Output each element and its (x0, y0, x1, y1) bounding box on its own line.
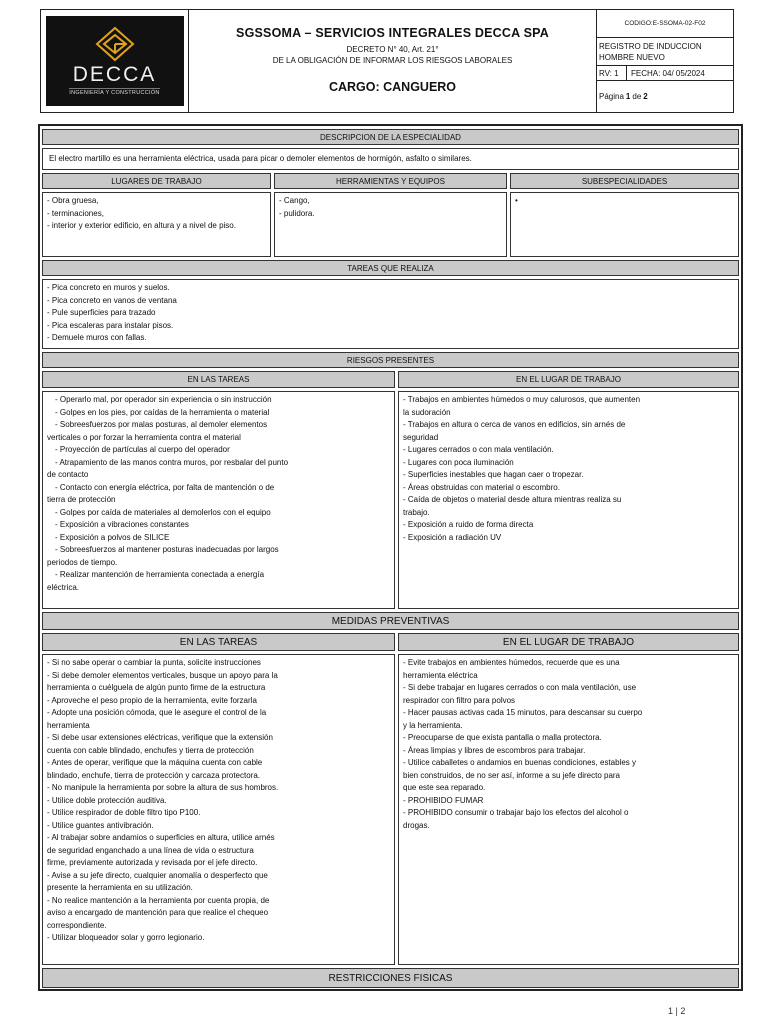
riesgos-lugar-list (398, 391, 739, 609)
medidas-tareas-list (42, 654, 395, 965)
riesgos-tareas-list (42, 391, 395, 609)
logo-cell (41, 10, 189, 112)
riesgos-lugar-heading: EN EL LUGAR DE TRABAJO (398, 371, 739, 388)
list-item: - Al trabajar sobre andamios o superficies en altura, utilice arnés (47, 833, 275, 842)
herramientas-heading: HERRAMIENTAS Y EQUIPOS (274, 173, 507, 189)
list-item: herramienta (47, 720, 90, 730)
list-item: - Exposición a polvos de SILICE (55, 532, 170, 542)
page-of: de (632, 92, 642, 101)
registro-label: REGISTRO DE INDUCCION HOMBRE NUEVO (597, 38, 733, 66)
list-item: - Hacer pausas activas cada 15 minutos, para descansar su cuerpo (403, 708, 643, 717)
decree: DECRETO N° 40, Art. 21° (346, 45, 439, 54)
list-item: - terminaciones, (47, 208, 104, 218)
lugares-heading: LUGARES DE TRABAJO (42, 173, 271, 189)
list-item: - Atrapamiento de las manos contra muros, por resbalar del punto (55, 457, 289, 467)
descripcion-text: El electro martillo es una herramienta eléctrica, usada para picar o demoler elementos de hormigón, asfalto o similares. (42, 148, 739, 170)
list-item: herramienta eléctrica (403, 670, 478, 680)
list-item: - Golpes en los pies, por caídas de la herramienta o material (55, 407, 270, 417)
list-item: - Exposición a radiación UV (403, 532, 502, 542)
riesgos-heading: RIESGOS PRESENTES (42, 352, 739, 368)
page-number: 1 (625, 92, 631, 101)
document-title: SGSSOMA – SERVICIOS INTEGRALES DECCA SPA (236, 26, 549, 40)
list-item: tierra de protección (47, 495, 116, 504)
medidas-heading: MEDIDAS PREVENTIVAS (42, 612, 739, 630)
list-item: y la herramienta. (403, 720, 463, 730)
list-item: - Áreas limpias y libres de escombros para trabajar. (403, 745, 586, 755)
list-item: seguridad (403, 432, 439, 442)
list-item: - Pica escaleras para instalar pisos. (47, 320, 174, 330)
list-item: - Contacto con energía eléctrica, por falta de mantención o de (55, 482, 275, 492)
list-item: correspondiente. (47, 920, 107, 930)
fecha: FECHA: 04/ 05/2024 (631, 68, 705, 78)
list-item: periodos de tiempo. (47, 557, 118, 567)
page-total: 2 (643, 92, 648, 101)
list-item: • (515, 196, 518, 205)
revision-row (597, 66, 733, 81)
list-item: respirador con filtro para polvos (403, 695, 516, 705)
riesgos-tareas-heading: EN LAS TAREAS (42, 371, 395, 388)
header-center (189, 10, 597, 112)
tareas-list (42, 279, 739, 349)
list-item: - Obra gruesa, (47, 196, 99, 205)
list-item: trabajo. (403, 507, 430, 517)
lugares-list (42, 192, 271, 257)
list-item: eléctrica. (47, 582, 80, 592)
list-item: la sudoración (403, 407, 451, 417)
list-item: firme, previamente autorizada y revisada por el jefe directo. (47, 858, 258, 867)
list-item: - pulidora. (279, 208, 315, 218)
list-item: - Si debe trabajar en lugares cerrados o con mala ventilación, use (403, 683, 637, 692)
list-item: - PROHIBIDO consumir o trabajar bajo los efectos del alcohol o (403, 808, 629, 817)
restricciones-heading: RESTRICCIONES FISICAS (42, 968, 739, 988)
page-indicator (597, 81, 733, 112)
list-item: - Pica concreto en vanos de ventana (47, 295, 177, 305)
list-item: - Utilice respirador de doble filtro tipo P100. (47, 808, 201, 817)
list-item: - Pule superficies para trazado (47, 308, 156, 317)
cube-logo-icon (93, 26, 137, 62)
revision: RV: 1 (597, 66, 627, 80)
list-item: - No manipule la herramienta por sobre la altura de sus hombros. (47, 783, 279, 792)
list-item: aviso a encargado de mantención para que realice el chequeo (47, 908, 269, 917)
medidas-tareas-heading: EN LAS TAREAS (42, 633, 395, 651)
company-logo (46, 16, 184, 106)
list-item: - Realizar mantención de herramienta conectada a energía (55, 570, 265, 579)
list-item: bien construidos, de no ser así, informe a su jefe directo para (403, 770, 621, 780)
list-item: - Exposición a vibraciones constantes (55, 520, 189, 529)
document-header (40, 9, 734, 113)
list-item: - Operarlo mal, por operador sin experiencia o sin instrucción (55, 395, 272, 404)
descripcion-heading: DESCRIPCION DE LA ESPECIALIDAD (42, 129, 739, 145)
list-item: - Trabajos en ambientes húmedos o muy calurosos, que aumenten (403, 395, 641, 404)
medidas-lugar-list (398, 654, 739, 965)
list-item: - Evite trabajos en ambientes húmedos, recuerde que es una (403, 658, 620, 667)
list-item: de contacto (47, 470, 89, 479)
list-item: - Sobreesfuerzos por malas posturas, al demoler elementos (55, 420, 268, 429)
form-body (38, 124, 743, 991)
herramientas-list (274, 192, 507, 257)
medidas-lugar-heading: EN EL LUGAR DE TRABAJO (398, 633, 739, 651)
list-item: cuenta con cable blindado, enchufes y tierra de protección (47, 745, 254, 755)
list-item: - Utilice guantes antivibración. (47, 820, 154, 830)
list-item: - Superficies inestables que hagan caer o tropezar. (403, 470, 584, 479)
document-code: CODIGO:E-SSOMA-02-F02 (597, 10, 733, 38)
subespecialidades-list (510, 192, 739, 257)
list-item: herramienta o cuélguela de algún punto firme de la estructura (47, 683, 266, 692)
list-item: de seguridad enganchado a una línea de vida o estructura (47, 845, 254, 855)
page-footer: 1 | 2 (668, 1006, 686, 1016)
list-item: - Exposición a ruido de forma directa (403, 520, 534, 529)
list-item: - Adopte una posición cómoda, que le asegure el control de la (47, 708, 267, 717)
list-item: - Cango, (279, 196, 310, 205)
list-item: - Aproveche el peso propio de la herramienta, evite forzarla (47, 695, 257, 705)
list-item: - Utilizar bloqueador solar y gorro legionario. (47, 933, 205, 942)
list-item: drogas. (403, 820, 430, 830)
list-item: - Proyección de partículas al cuerpo del operador (55, 445, 230, 454)
list-item: presente la herramienta en su utilización. (47, 883, 193, 892)
logo-name: DECCA (72, 63, 157, 86)
list-item: - Si debe demoler elementos verticales, busque un apoyo para la (47, 670, 278, 680)
list-item: - PROHIBIDO FUMAR (403, 795, 484, 805)
cargo-title: CARGO: CANGUERO (328, 80, 457, 94)
list-item: - No realice mantención a la herramienta por cuenta propia, de (47, 895, 270, 905)
list-item: verticales o por forzar la herramienta contra el material (47, 432, 241, 442)
list-item: - Antes de operar, verifique que la máquina cuenta con cable (47, 758, 263, 767)
list-item: - Caída de objetos o material desde altura mientras realiza su (403, 495, 622, 504)
list-item: - Trabajos en altura o cerca de vanos en edificios, sin arnés de (403, 420, 626, 429)
list-item: - interior y exterior edificio, en altura y a nivel de piso. (47, 221, 236, 230)
list-item: - Lugares con poca iluminación (403, 457, 514, 467)
list-item: blindado, enchufe, tierra de protección y carcaza protectora. (47, 770, 261, 780)
decree-subtitle: DE LA OBLIGACIÓN DE INFORMAR LOS RIESGOS LABORALES (272, 56, 513, 65)
logo-tagline: INGENIERÍA Y CONSTRUCCIÓN (69, 90, 160, 96)
page-label: Página (599, 92, 624, 101)
list-item: - Si no sabe operar o cambiar la punta, solicite instrucciones (47, 658, 261, 667)
list-item: - Áreas obstruidas con material o escombro. (403, 482, 560, 492)
list-item: - Preocuparse de que exista pantalla o malla protectora. (403, 733, 602, 742)
tareas-heading: TAREAS QUE REALIZA (42, 260, 739, 276)
list-item: - Lugares cerrados o con mala ventilación. (403, 445, 554, 454)
header-meta (597, 10, 733, 112)
list-item: - Utilice doble protección auditiva. (47, 795, 167, 805)
list-item: que este sea reparado. (403, 783, 486, 792)
list-item: - Si debe usar extensiones eléctricas, verifique que la extensión (47, 733, 273, 742)
list-item: - Sobreesfuerzos al mantener posturas inadecuadas por largos (55, 545, 279, 554)
list-item: - Avise a su jefe directo, cualquier anomalía o desperfecto que (47, 870, 268, 880)
list-item: - Golpes por caída de materiales al demolerlos con el equipo (55, 507, 271, 517)
list-item: - Pica concreto en muros y suelos. (47, 283, 170, 292)
list-item: - Utilice caballetes o andamios en buenas condiciones, estables y (403, 758, 637, 767)
list-item: - Demuele muros con fallas. (47, 333, 147, 342)
subespecialidades-heading: SUBESPECIALIDADES (510, 173, 739, 189)
